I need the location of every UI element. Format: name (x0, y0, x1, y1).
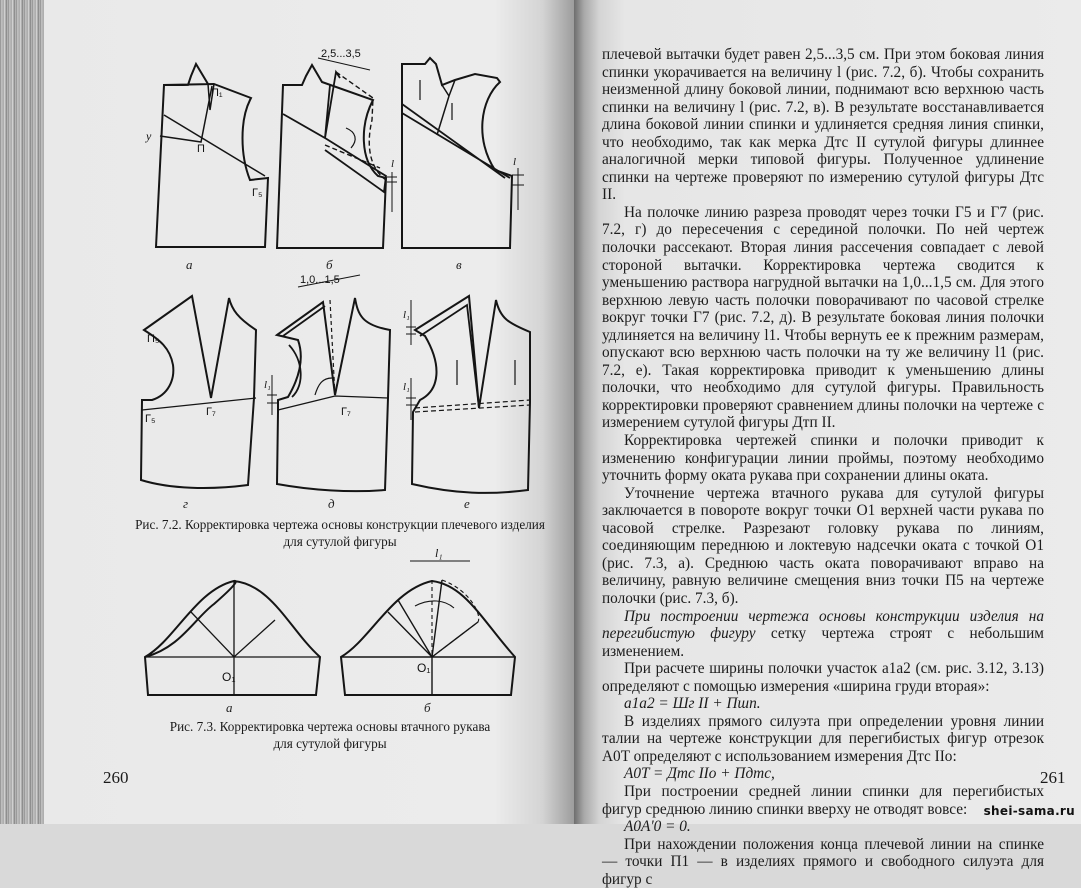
paragraph: плечевой вытачки будет равен 2,5...3,5 см. При этом боковая линия спинки укорачивается на величину l (рис. 7.2, б). Чтобы сохранить неизменной длину боковой линии, поднимают всю верхнюю часть спинки на величину l (рис. 7.2, в). В результате восстанавливается длина боковой линии спинки и удлиняется средняя линия спинки, что необходимо, так как мерка Дтс II сутулой фигуры длиннее аналогичной мерки типовой фигуры. Полученное удлинение спинки на чертеже проверяют по измерению сутулой фигуры Дтс II. (602, 46, 1044, 204)
right-page-text (602, 46, 1044, 888)
paragraph-italic-lead (602, 608, 1044, 661)
figure-7-2-panel-d-drawing (267, 275, 390, 491)
point-label-O1-a: O₁ (222, 670, 236, 684)
panel-label-7-3-a: а (226, 700, 233, 715)
page-number-right: 261 (1040, 768, 1066, 787)
measure-label-l-b: l (391, 158, 395, 170)
panel-label-v: в (456, 257, 462, 272)
point-label-G7-d: Г₇ (341, 406, 351, 418)
figure-7-2-panel-b-drawing (277, 58, 397, 248)
paragraph: В изделиях прямого силуэта при определении уровня линии талии на чертеже конструкции для перегибистых фигур отрезок A0T определяют с использованием измерения Дтс IIo: (602, 712, 1044, 765)
paragraph: При расчете ширины полочки участок a1a2 (см. рис. 3.12, 3.13) определяют с помощью измерения «ширина груди вторая»: (602, 660, 1044, 695)
italic-lead-rest: сетку чертежа строят с небольшим изменением. (602, 625, 1044, 660)
paragraph: При построении средней линии спинки для перегибистых фигур среднюю линию спинки вверху не отводят вовсе: (602, 782, 1044, 818)
panel-label-g: г (183, 496, 189, 511)
paragraph: При нахождении положения конца плечевой линии на спинке — точки П1 — в изделиях прямого и свободного силуэта для фигур с (602, 835, 1044, 888)
measure-label-l-v: l (513, 156, 517, 168)
measure-label-l1-7-3: l₁ (435, 546, 443, 560)
dimension-label-d: 1,0...1,5 (300, 274, 340, 286)
caption-line-2: для сутулой фигуры (273, 736, 387, 751)
panel-label-d: д (328, 496, 335, 511)
figure-7-3-caption (110, 718, 550, 752)
point-label-O1-b: O₁ (417, 661, 431, 675)
formula: A0T = Дтс IIo + Пдтс, (624, 765, 775, 783)
formula: A0A'0 = 0. (624, 818, 691, 836)
point-label-G5: Г₅ (252, 187, 263, 199)
figure-7-2-panel-g-drawing (141, 296, 256, 488)
panel-label-b: б (326, 257, 333, 272)
dimension-label-b: 2,5...3,5 (321, 48, 361, 60)
page-number-left: 260 (103, 768, 129, 787)
point-label-u: у (146, 129, 152, 143)
watermark: shei-sama.ru (983, 804, 1075, 818)
figure-7-2-panel-e-drawing (406, 296, 530, 493)
measure-label-l1-e-top: l₁ (403, 309, 410, 321)
point-label-P1: П₁ (211, 87, 223, 99)
panel-label-a: а (186, 257, 193, 272)
panel-label-7-3-b: б (424, 700, 431, 715)
figure-7-2-caption (110, 516, 570, 550)
italic-lead: При построении чертежа основы конструкции изделия на перегибистую фигуру (602, 607, 1044, 643)
figure-7-2-panel-v-drawing (402, 58, 524, 248)
formula: a1a2 = Шг II + Пшп. (624, 695, 761, 713)
caption-line-1: Рис. 7.3. Корректировка чертежа основы втачного рукава (169, 719, 491, 734)
paragraph: Уточнение чертежа втачного рукава для сутулой фигуры заключается в повороте вокруг точки O1 верхней части рукава по часовой стрелке. Разрезают головку рукава по линиям, соединяющим переднюю и локтевую надсечки оката с точкой O1 (рис. 7.3, а). Среднюю часть оката поворачивают вправо на величину, равную величине смещения вниз точки П5 на чертеже полочки (рис. 7.3, б). (602, 484, 1044, 607)
paragraph: На полочке линию разреза проводят через точки Г5 и Г7 (рис. 7.2, г) до пересечения с серединой полочки. По ней чертеж полочки рассекают. Вторая линия рассечения совпадает с левой стороной вытачки. Корректировка чертежа сводится к уменьшению раствора нагрудной вытачки на 1,0...1,5 см. Для этого верхнюю левую часть полочки поворачивают по часовой стрелке вокруг точки Г7 (рис. 7.2, д). В результате боковая линия полочки удлиняется на величину l1. Чтобы вернуть ее к прежним размерам, опускают всю верхнюю часть полочки на ту же величину l1 (рис. 7.2, е). Такая корректировка приводит к уменьшению длины полочки, что необходимо для сутулой фигуры. Правильность корректировки проверяют сравнением длины полочки на чертеже с измерением сутулой фигуры Дтп II. (602, 203, 1044, 432)
point-label-P: П (197, 143, 205, 155)
caption-line-2: для сутулой фигуры (283, 534, 397, 549)
paragraph: Корректировка чертежей спинки и полочки приводит к изменению конфигурации линии проймы, поэтому необходимо уточнить форму оката рукава при сохранении длины оката. (602, 432, 1044, 485)
point-label-P5: П₅ (147, 333, 160, 345)
point-label-G5-g: Г₅ (145, 413, 156, 425)
measure-label-l1-d: l₁ (264, 379, 271, 391)
panel-label-e: е (464, 496, 470, 511)
point-label-G7-g: Г₇ (206, 406, 216, 418)
caption-line-1: Рис. 7.2. Корректировка чертежа основы конструкции плечевого изделия (135, 517, 545, 532)
measure-label-l1-e-bottom: l₁ (403, 381, 410, 393)
